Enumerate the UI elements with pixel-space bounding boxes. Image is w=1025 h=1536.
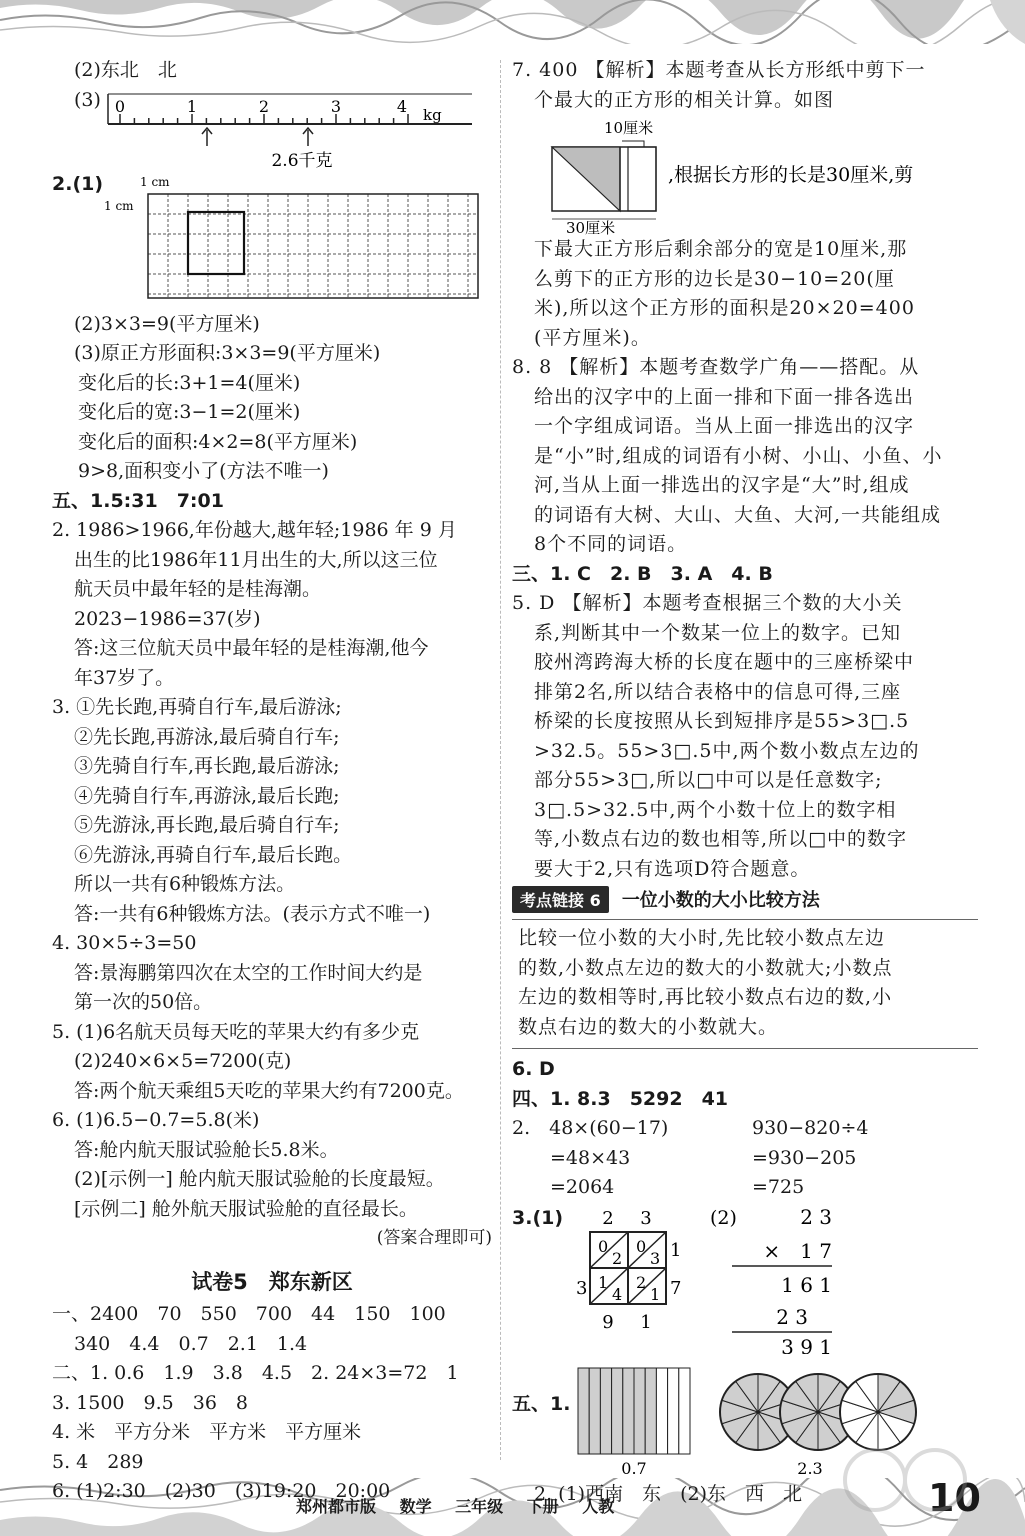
stripe-segment (623, 1368, 634, 1454)
ruler-label-0: 0 (114, 96, 126, 116)
answer-line: ④先骑自行车,再游泳,最后长跑; (74, 784, 340, 807)
lattice-cell: 2 (612, 1249, 623, 1268)
answer-line: 答:景海鹏第四次在太空的工作时间大约是 (74, 961, 423, 984)
answer-line: ②先长跑,再游泳,最后骑自行车; (74, 725, 340, 748)
answer-note: (答案合理即可) (376, 1228, 492, 1248)
knowledge-tag: 考点链接 6 (512, 886, 609, 913)
answer-line: 6. (1)2:30 (2)30 (3)19:20 20:00 (52, 1480, 391, 1502)
q8-block (512, 353, 978, 560)
note-line: 的数,小数点左边的数大的小数就大;小数点 (518, 956, 893, 979)
calc-line: 930−820÷4 (752, 1117, 869, 1139)
answer-line: 给出的汉字中的上面一排和下面一排各选出 (534, 385, 915, 408)
vert-line-4: 2 3 (776, 1305, 808, 1329)
column-divider (500, 60, 501, 1460)
answer-line: 答:这三位航天员中最年轻的是桂海潮,他今 (74, 637, 429, 659)
answer-line: 变化后的宽:3−1=2(厘米) (78, 401, 301, 423)
ruler-figure (52, 86, 492, 170)
answer-line: 答:舱内航天服试验舱长5.8米。 (74, 1138, 339, 1161)
lattice-top-1: 2 (602, 1208, 614, 1229)
fig7-bottom-label: 30厘米 (566, 219, 616, 235)
section-5-label: 五、1. (512, 1393, 571, 1415)
stripe-segment (600, 1368, 611, 1454)
unit-horizontal: 1 cm (140, 174, 170, 189)
lattice-cell: 0 (598, 1237, 609, 1256)
vert-line-5: 3 9 1 (781, 1335, 832, 1354)
answer-line: 年37岁了。 (74, 666, 175, 689)
kg-ruler (52, 86, 472, 170)
calc-line: =725 (752, 1176, 805, 1198)
answer-line: 胶州湾跨海大桥的长度在题中的三座桥梁中 (534, 651, 915, 673)
lattice-cell: 0 (636, 1237, 647, 1256)
note-line: 左边的数相等时,再比较小数点右边的数,小 (518, 986, 893, 1008)
answer-line: 出生的比1986年11月出生的大,所以这三位 (74, 548, 438, 571)
section-4-q1: 四、1. 8.3 5292 41 (512, 1087, 729, 1110)
answer-line: 下最大正方形后剩余部分的宽是10厘米,那 (534, 238, 908, 260)
watermark-logo (835, 1440, 985, 1536)
answer-line: 8. 8 【解析】本题考查数学广角——搭配。从 (512, 356, 920, 378)
answer-line: 变化后的面积:4×2=8(平方厘米) (78, 430, 358, 453)
vert-line-2: × 1 7 (763, 1239, 832, 1263)
paper-title: 试卷5 郑东新区 (191, 1270, 353, 1294)
note-line: 数点右边的数大的小数就大。 (518, 1015, 779, 1038)
answer-line: 等,小数点右边的数也相等,所以□中的数字 (534, 828, 908, 850)
answer-line: 3□.5>32.5中,两个小数十位上的数字相 (534, 798, 897, 821)
fig7-side-text: ,根据长方形的长是30厘米,剪 (668, 164, 914, 186)
answer-line: 2023−1986=37(岁) (74, 607, 261, 630)
calc-line: =930−205 (752, 1146, 857, 1169)
lattice-bottom-2: 1 (640, 1312, 652, 1333)
ruler-unit: kg (423, 105, 442, 124)
section-5-q3 (52, 693, 492, 929)
answer-line: (2)[示例一] 舱内航天服试验舱的长度最短。 (74, 1168, 445, 1190)
calc-line: =48×43 (550, 1146, 631, 1169)
answer-line: 要大于2,只有选项D符合题意。 (534, 857, 811, 880)
unit-vertical: 1 cm (104, 198, 134, 213)
calc-block (512, 1114, 978, 1204)
answer-line: 3. 1500 9.5 36 8 (52, 1391, 249, 1414)
stripe-segment (656, 1368, 667, 1454)
stripe-segment (679, 1368, 690, 1454)
knowledge-title: 一位小数的大小比较方法 (621, 890, 820, 911)
top-border-decoration (0, 0, 1025, 44)
answer-line: 变化后的长:3+1=4(厘米) (78, 371, 301, 394)
answer-line: 答:两个航天乘组5天吃的苹果大约有7200克。 (74, 1079, 464, 1102)
section-3-q6: 6. D (512, 1058, 555, 1080)
section-5-q2 (52, 516, 492, 693)
section-5-q4 (52, 929, 492, 1018)
answer-line: 航天员中最年轻的是桂海潮。 (74, 578, 322, 600)
stripe-segment (578, 1368, 589, 1454)
answer-line: 5. D 【解析】本题考查根据三个数的大小关 (512, 592, 903, 614)
lattice-left: 3 (576, 1278, 588, 1299)
stripe-segment (645, 1368, 656, 1454)
ruler-caption: 2.6千克 (271, 150, 333, 170)
answer-line: 部分55>3□,所以□中可以是任意数字; (534, 769, 883, 791)
answer-line: 340 4.4 0.7 2.1 1.4 (74, 1332, 308, 1355)
stripe-segment (668, 1368, 679, 1454)
knowledge-link-header (512, 886, 978, 913)
answer-line: 二、1. 0.6 1.9 3.8 4.5 2. 24×3=72 1 (52, 1362, 459, 1384)
pie-circles (720, 1374, 916, 1450)
fig-caption-2: 2.3 (797, 1459, 823, 1478)
answer-line: (平方厘米)。 (534, 326, 651, 349)
section-5-q5 (52, 1018, 492, 1107)
q2-label: 2.(1) (52, 172, 104, 195)
fig7-top-label: 10厘米 (604, 119, 654, 137)
paper-5-answers (52, 1300, 492, 1507)
answer-line: 一、2400 70 550 700 44 150 100 (52, 1303, 446, 1325)
answer-line: 的词语有大树、大山、大鱼、大河,一共能组成 (534, 503, 942, 526)
answer-line: 第一次的50倍。 (74, 991, 213, 1013)
q3-label: 3.(1) (512, 1207, 564, 1229)
section-5-q2-right: 2. (1)西南 东 (2)东 西 北 (534, 1483, 802, 1505)
answer-line: 个最大的正方形的相关计算。如图 (534, 88, 835, 111)
q2-answers (52, 310, 492, 487)
striped-rectangle (578, 1368, 690, 1454)
section-3-q5 (512, 589, 978, 884)
lattice-right-2: 7 (670, 1278, 682, 1299)
answer-line: (2)3×3=9(平方厘米) (74, 312, 260, 335)
answer-line: 4. 米 平方分米 平方米 平方厘米 (52, 1421, 362, 1443)
answer-line: 8个不同的词语。 (534, 533, 688, 555)
answer-line: >32.5。55>3□.5中,两个数小数点左边的 (534, 739, 920, 762)
lattice-bottom-1: 9 (602, 1312, 614, 1333)
ruler-label-3: 3 (330, 96, 342, 116)
rectangle-cut-figure (512, 115, 978, 235)
answer-line: 米),所以这个正方形的面积是20×20=400 (534, 297, 915, 319)
answer-line: [示例二] 舱外航天服试验舱的直径最长。 (74, 1197, 418, 1220)
stripe-segment (589, 1368, 600, 1454)
section-5-q6 (52, 1106, 492, 1252)
stripe-segment (612, 1368, 623, 1454)
answer-line: (2)240×6×5=7200(克) (74, 1050, 292, 1072)
answer-line: 是“小”时,组成的词语有小树、小山、小鱼、小 (534, 444, 943, 467)
answer-line: 桥梁的长度按照从长到短排序是55>3□.5 (534, 710, 910, 732)
ruler-label-1: 1 (186, 96, 198, 116)
vert-line-1: 2 3 (800, 1205, 832, 1229)
answer-line: 7. 400 【解析】本题考查从长方形纸中剪下一 (512, 59, 926, 81)
answer-line: 5. (1)6名航天员每天吃的苹果大约有多少克 (52, 1020, 420, 1043)
lattice-right-1: 1 (670, 1240, 682, 1261)
answer-line: 一个字组成词语。当从上面一排选出的汉字 (534, 415, 915, 437)
page-number: 10 (928, 1476, 981, 1520)
fig-caption-1: 0.7 (621, 1459, 647, 1478)
calc-line: =2064 (550, 1176, 615, 1198)
square-shape (188, 212, 244, 274)
ruler-label-4: 4 (396, 96, 408, 116)
answer-line: 河,当从上面一排选出的汉字是“大”时,组成 (534, 474, 910, 496)
answer-line: (2)东北 北 (74, 59, 177, 81)
answer-line: 6. (1)6.5−0.7=5.8(米) (52, 1109, 260, 1131)
answer-line: (3)原正方形面积:3×3=9(平方厘米) (74, 342, 381, 364)
answer-line: ③先骑自行车,再长跑,最后游泳; (74, 755, 340, 777)
lattice-cell: 1 (598, 1273, 609, 1292)
section-5-q1: 五、1.5:31 7:01 (52, 489, 224, 512)
lattice-and-vertical (512, 1204, 978, 1354)
answer-line: ⑥先游泳,再骑自行车,最后长跑。 (74, 843, 353, 866)
note-line: 比较一位小数的大小时,先比较小数点左边 (518, 927, 886, 949)
right-column (512, 56, 978, 1510)
calc-line: 2. 48×(60−17) (512, 1117, 669, 1139)
answer-line: 4. 30×5÷3=50 (52, 932, 197, 954)
answer-line: 2. 1986>1966,年份越大,越年轻;1986 年 9 月 (52, 519, 457, 541)
answer-line: 5. 4 289 (52, 1450, 144, 1473)
lattice-cell: 3 (650, 1249, 661, 1268)
left-column (52, 56, 492, 1507)
answer-line: 么剪下的正方形的边长是30−10=20(厘 (534, 267, 895, 290)
stripe-segment (634, 1368, 645, 1454)
answer-line: 答:一共有6种锻炼方法。(表示方式不唯一) (74, 902, 431, 925)
multiplication-figures (512, 1204, 978, 1354)
ruler-prefix: (3) (74, 88, 101, 111)
square-grid (52, 170, 492, 310)
lattice-cell: 1 (650, 1285, 661, 1304)
answer-line: 3. ①先长跑,再骑自行车,最后游泳; (52, 696, 342, 718)
lattice-cell: 2 (636, 1273, 647, 1292)
lattice-cell: 4 (612, 1285, 623, 1304)
lattice-top-2: 3 (640, 1208, 652, 1229)
answer-line: ⑤先游泳,再长跑,最后骑自行车; (74, 814, 340, 836)
answer-line: 所以一共有6种锻炼方法。 (74, 873, 296, 895)
footer-text: 郑州都市版 数学 三年级 下册 人教 (296, 1497, 615, 1516)
vert-line-3: 1 6 1 (781, 1273, 832, 1297)
knowledge-note (512, 919, 978, 1049)
answer-line: 系,判断其中一个数某一位上的数字。已知 (534, 621, 902, 644)
section-3-q1: 三、1. C 2. B 3. A 4. B (512, 562, 773, 585)
answer-line: 9>8,面积变小了(方法不唯一) (78, 460, 329, 482)
grid-figure (52, 170, 492, 310)
q3-label-2: (2) (710, 1207, 737, 1229)
ruler-label-2: 2 (258, 96, 270, 116)
answer-line: 排第2名,所以结合表格中的信息可得,三座 (534, 680, 902, 703)
rectangle-diagram (512, 115, 978, 235)
